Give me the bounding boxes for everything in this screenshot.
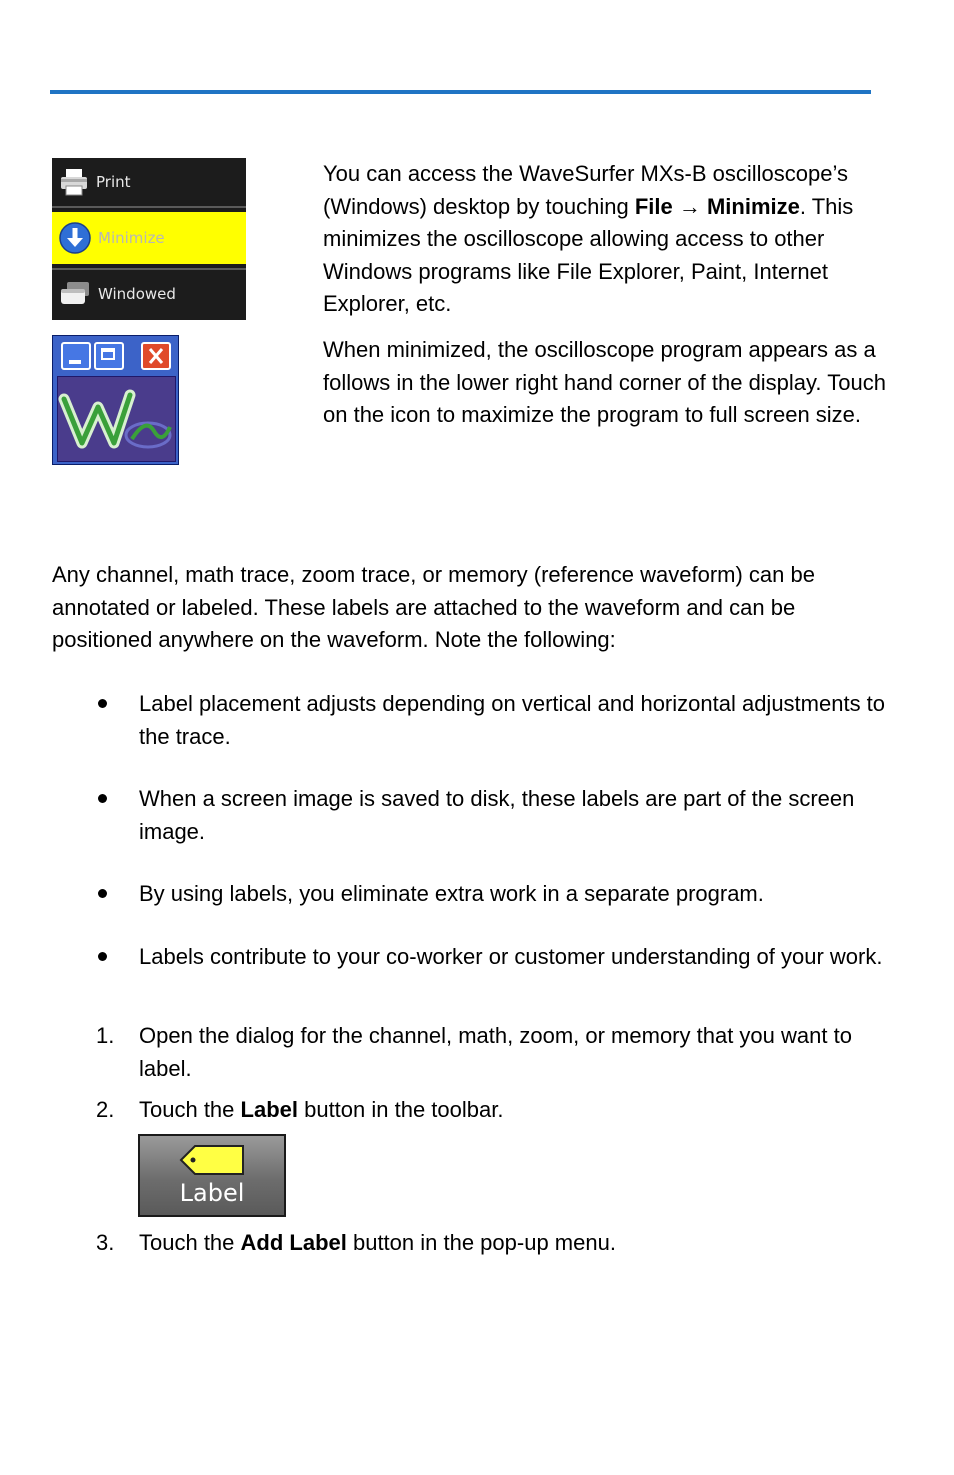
menu-item-windowed-label: Windowed	[98, 285, 176, 303]
label-button-ref: Label	[240, 1097, 298, 1122]
bullet-item: Label placement adjusts depending on vertical and horizontal adjustments to the trace.	[139, 691, 886, 749]
step-text	[139, 1094, 899, 1127]
window-close-button[interactable]	[141, 342, 171, 370]
minimize-icon	[58, 221, 92, 255]
bullet-marker	[96, 697, 110, 711]
step-text	[139, 1020, 899, 1085]
minimize-instructions	[323, 158, 903, 321]
step-number: 2.	[96, 1097, 115, 1122]
minimized-description: When minimized, the oscilloscope program appears as a follows in the lower right hand corner of the display. Touch on the icon to maximize the program to full screen size.	[323, 337, 886, 427]
windowed-icon	[58, 279, 92, 309]
bullet-marker	[96, 887, 110, 901]
add-label-button-ref: Add Label	[240, 1230, 347, 1255]
bullet-marker	[96, 950, 110, 964]
step-number: 3.	[96, 1230, 115, 1255]
bullet-item: When a screen image is saved to disk, these labels are part of the screen image.	[139, 786, 855, 844]
text-run: button in the toolbar.	[297, 1097, 504, 1122]
text-run: Open the dialog for the channel, math, zoom, or memory that you want to label.	[139, 1023, 852, 1081]
minimize-menu-ref: Minimize	[706, 193, 800, 219]
text-run: You can access the WaveSurfer MXs-B oscilloscope’s (Windows) desktop by touching	[323, 161, 848, 219]
menu-item-minimize-label: Minimize	[98, 229, 165, 247]
text-run: button in the pop-up menu.	[346, 1230, 616, 1255]
menu-item-print[interactable]	[52, 158, 246, 208]
text-run: . This minimizes the oscilloscope allowing access to other Windows programs like File Explorer, Paint, Internet Explorer, etc.	[323, 193, 854, 316]
bullet-item: By using labels, you eliminate extra work in a separate program.	[139, 881, 764, 906]
file-menu-screenshot	[52, 158, 246, 320]
text-run: Touch the	[139, 1230, 241, 1255]
window-minimize-button[interactable]	[61, 342, 91, 370]
label-toolbar-button[interactable]	[138, 1134, 286, 1217]
bullet-item: Labels contribute to your co-worker or customer understanding of your work.	[139, 944, 883, 969]
menu-item-print-label: Print	[96, 173, 131, 191]
printer-icon	[58, 166, 90, 198]
file-menu-ref: File	[634, 193, 673, 219]
step-text	[139, 1227, 899, 1260]
text-run: Touch the	[139, 1097, 241, 1122]
labels-intro: Any channel, math trace, zoom trace, or memory (reference waveform) can be annotated or labeled. These labels are attached to the waveform and can be positioned anywhere on the waveform. Note the following:	[52, 562, 815, 652]
menu-item-windowed[interactable]	[52, 268, 246, 318]
arrow-glyph: →	[678, 193, 701, 219]
minimized-program-widget[interactable]	[52, 335, 179, 465]
label-button-text: Label	[179, 1179, 245, 1207]
wavesurfer-logo-icon[interactable]	[57, 376, 176, 462]
header-rule	[50, 90, 871, 94]
step-number: 1.	[96, 1023, 115, 1048]
window-maximize-button[interactable]	[94, 342, 124, 370]
menu-item-minimize[interactable]	[52, 212, 246, 264]
bullet-marker	[96, 792, 110, 806]
